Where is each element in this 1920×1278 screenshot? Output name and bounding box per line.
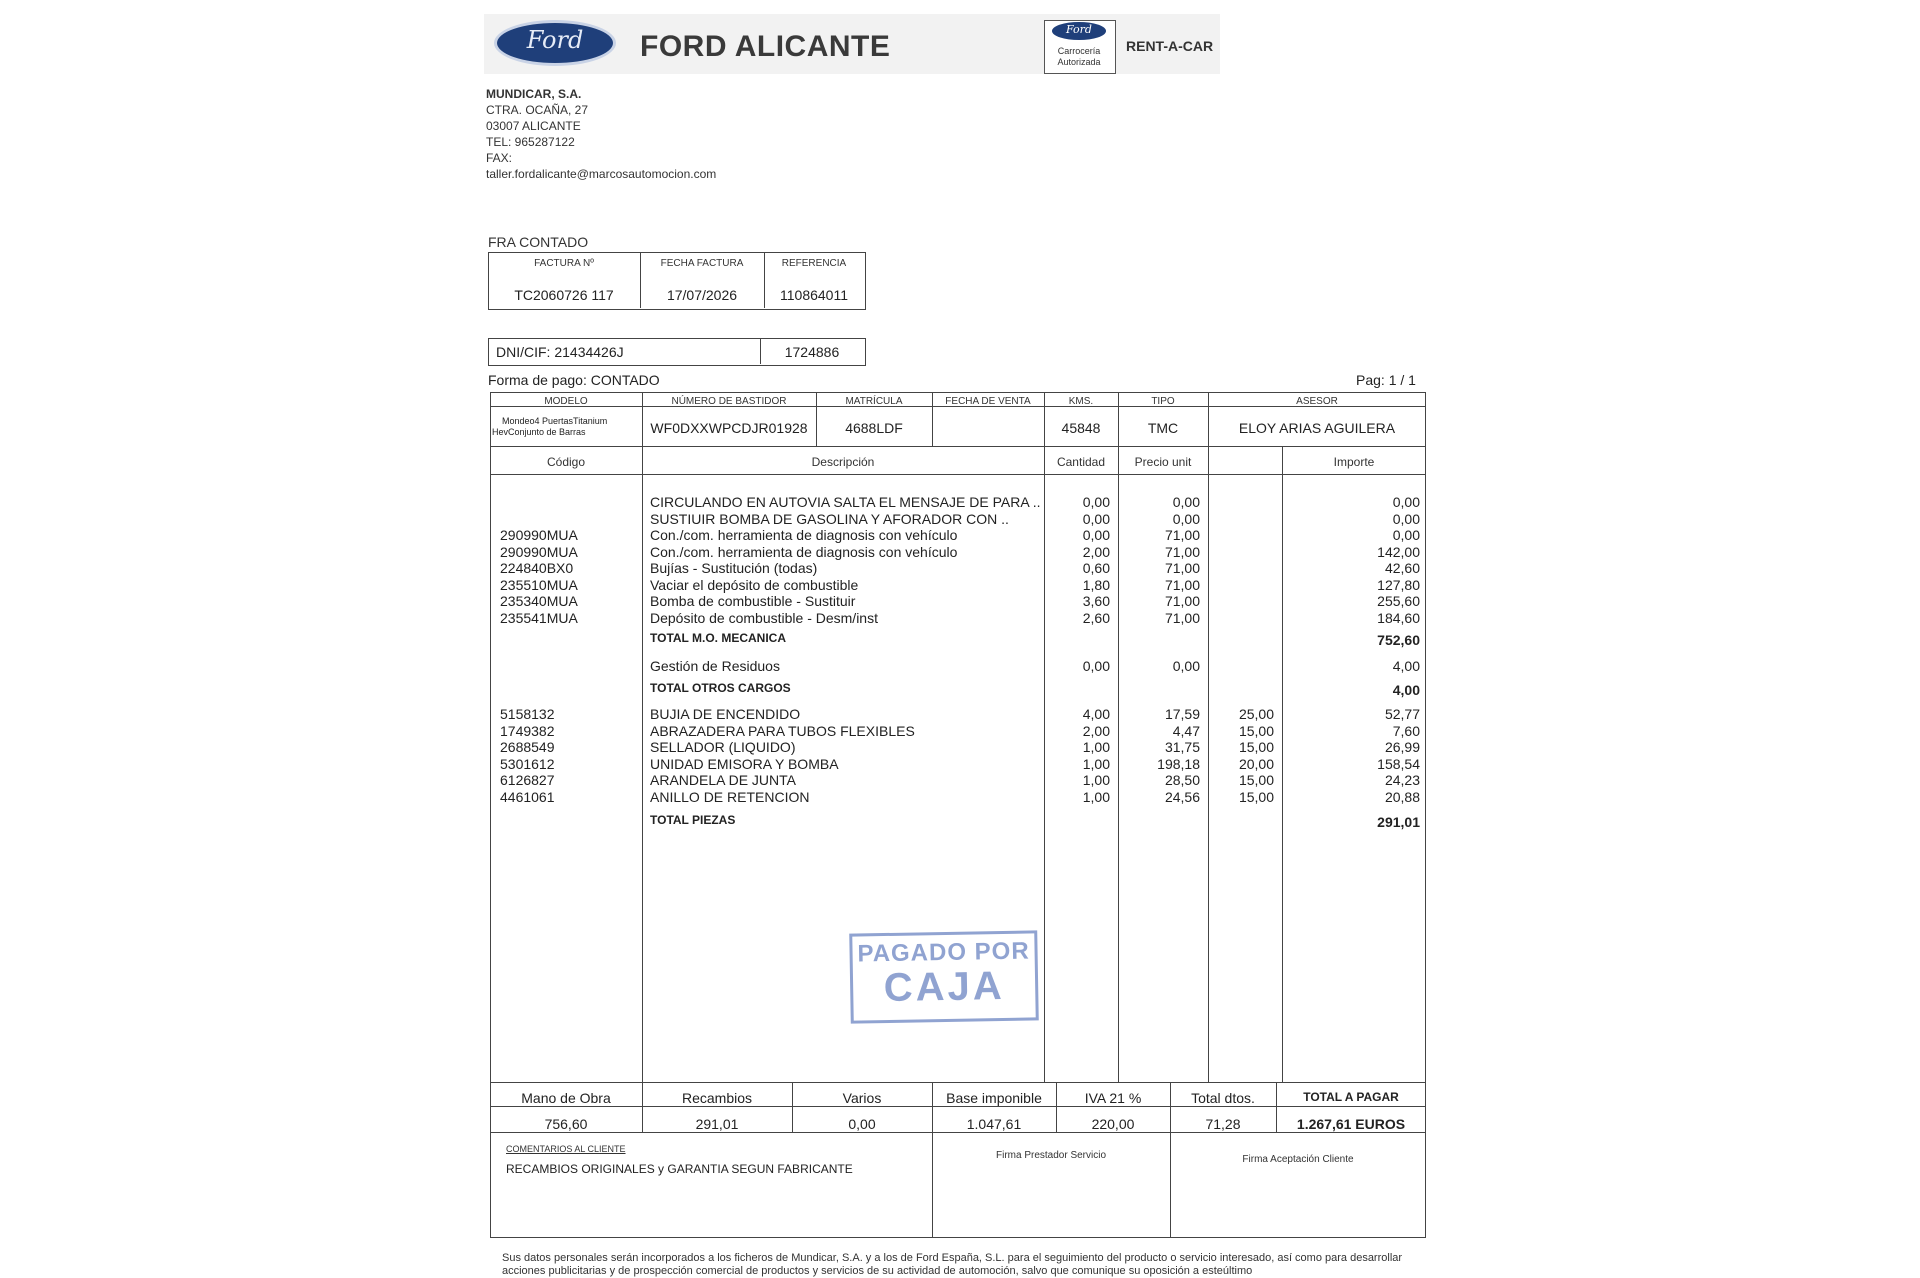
part-code: 2688549 [500,739,555,755]
part-quantity: 1,00 [1082,788,1110,805]
factura-header: FACTURA Nº [534,258,594,269]
part-discount: 20,00 [1238,755,1274,772]
matricula-header: MATRÍCULA [845,396,903,407]
item-amount: 127,80 [1377,576,1420,593]
other-amount: 4,00 [1392,658,1420,674]
part-code: 5301612 [500,755,555,772]
iva-value: 220,00 [1091,1116,1135,1132]
item-code: 224840BX0 [500,560,574,576]
payment-method: Forma de pago: CONTADO [488,372,660,388]
codigo-header: Código [546,455,586,469]
varios-header: Varios [842,1090,882,1106]
part-code: 1749382 [500,722,555,739]
signature-client: Firma Aceptación Cliente [1242,1154,1354,1165]
page-number: Pag: 1 / 1 [1356,372,1416,388]
item-amount: 255,60 [1377,593,1420,609]
stamp-line-1: PAGADO POR [857,937,1030,968]
item-amount: 184,60 [1377,609,1420,626]
dtos-header: Total dtos. [1191,1090,1255,1106]
part-discount: 15,00 [1238,739,1274,755]
modelo-line-1: Mondeo4 PuertasTitanium [502,416,608,426]
matricula-value: 4688LDF [845,420,903,436]
badge-logo-text: Ford [1066,23,1092,36]
descripcion-header: Descripción [811,455,875,469]
other-quantity: 0,00 [1082,658,1110,674]
company-address-2: 03007 ALICANTE [486,119,581,133]
total-value: 1.267,61 EUROS [1296,1116,1406,1132]
part-amount: 158,54 [1377,755,1420,772]
company-name: MUNDICAR, S.A. [486,87,582,101]
bastidor-value: WF0DXXWPCDJR01928 [650,420,808,436]
dtos-value: 71,28 [1205,1116,1241,1132]
other-price: 0,00 [1172,658,1200,674]
item-quantity: 0,00 [1082,494,1110,510]
item-description: CIRCULANDO EN AUTOVIA SALTA EL MENSAJE DE PARA .. [650,494,1041,510]
item-price: 71,00 [1164,560,1200,576]
ford-logo-text: Ford [526,26,584,54]
company-tel: TEL: 965287122 [486,135,575,149]
item-amount: 0,00 [1392,494,1420,510]
item-quantity: 1,80 [1082,576,1110,593]
kms-header: KMS. [1068,396,1094,407]
modelo-line-2: HevConjunto de Barras [492,427,586,437]
part-code: 5158132 [500,706,555,722]
badge-line-1: Carrocería [1057,46,1101,56]
part-amount: 24,23 [1384,772,1420,788]
recambios-header: Recambios [681,1090,753,1106]
mano-obra-value: 756,60 [544,1116,588,1132]
item-quantity: 0,00 [1082,527,1110,543]
item-price: 71,00 [1164,527,1200,543]
item-amount: 0,00 [1392,527,1420,543]
part-price: 28,50 [1164,772,1200,788]
item-description: Con./com. herramienta de diagnosis con vehículo [650,543,958,560]
stamp-line-2: CAJA [883,963,1006,1011]
kms-value: 45848 [1061,420,1101,436]
part-price: 4,47 [1172,722,1200,739]
precio-header: Precio unit [1134,455,1192,469]
part-description: ANILLO DE RETENCION [650,788,810,805]
part-description: BUJIA DE ENCENDIDO [650,706,801,722]
total-otros-value: 4,00 [1392,682,1420,698]
dni-value: DNI/CIF: 21434426J [496,344,624,360]
part-description: UNIDAD EMISORA Y BOMBA [650,755,839,772]
part-price: 31,75 [1164,739,1200,755]
modelo-header: MODELO [544,396,588,407]
part-discount: 15,00 [1238,772,1274,788]
item-price: 0,00 [1172,510,1200,527]
item-quantity: 2,60 [1082,609,1110,626]
bastidor-header: NÚMERO DE BASTIDOR [671,396,787,407]
item-amount: 42,60 [1384,560,1420,576]
referencia-header: REFERENCIA [781,258,847,269]
part-description: SELLADOR (LIQUIDO) [650,739,796,755]
invoice-type: FRA CONTADO [488,234,589,250]
total-piezas-label: TOTAL PIEZAS [650,813,736,827]
paid-stamp [849,930,1039,1023]
factura-number: TC2060726 117 [514,287,614,303]
company-email: taller.fordalicante@marcosautomocion.com [486,167,717,181]
asesor-value: ELOY ARIAS AGUILERA [1238,420,1396,436]
row-line [490,1132,1426,1133]
item-code: 235340MUA [500,593,578,609]
part-amount: 20,88 [1384,788,1420,805]
recambios-value: 291,01 [695,1116,739,1132]
other-description: Gestión de Residuos [650,658,780,674]
item-description: Con./com. herramienta de diagnosis con vehículo [650,527,958,543]
item-quantity: 3,60 [1082,593,1110,609]
factura-date: 17/07/2026 [666,287,738,303]
item-price: 71,00 [1164,609,1200,626]
part-amount: 26,99 [1384,739,1420,755]
total-mo-label: TOTAL M.O. MECANICA [650,631,786,645]
fecha-header: FECHA FACTURA [660,258,744,269]
part-discount: 25,00 [1238,706,1274,722]
item-code: 290990MUA [500,527,578,543]
row-line [490,1082,1426,1083]
total-piezas-value: 291,01 [1377,814,1420,830]
legal-notice: Sus datos personales serán incorporados a los ficheros de Mundicar, S.A. y a los de Ford España, S.L. para el seguimiento del producto o servicio interesado, así como para desarrollar acciones publicitarias y de prospección comercial de productos y servicios de su actividad de automoción, salvo que comunique su oposición a esteúltimo [502,1252,1403,1277]
company-address-1: CTRA. OCAÑA, 27 [486,103,589,117]
part-amount: 52,77 [1384,706,1420,722]
mano-obra-header: Mano de Obra [521,1090,611,1106]
part-quantity: 1,00 [1082,739,1110,755]
comments-label: COMENTARIOS AL CLIENTE [506,1144,626,1154]
signature-provider: Firma Prestador Servicio [995,1150,1107,1161]
item-quantity: 0,60 [1082,560,1110,576]
part-quantity: 1,00 [1082,772,1110,788]
part-quantity: 2,00 [1082,722,1110,739]
iva-header: IVA 21 % [1084,1090,1142,1106]
part-discount: 15,00 [1238,722,1274,739]
total-header: TOTAL A PAGAR [1303,1090,1399,1104]
item-code: 290990MUA [500,543,578,560]
part-discount: 15,00 [1238,788,1274,805]
part-description: ARANDELA DE JUNTA [650,772,796,788]
brand-title: FORD ALICANTE [640,30,891,63]
item-description: Bomba de combustible - Sustituir [650,593,856,609]
referencia-value: 110864011 [780,287,848,303]
tipo-header: TIPO [1151,396,1175,407]
item-price: 0,00 [1172,494,1200,510]
tipo-value: TMC [1147,420,1179,436]
part-code: 6126827 [500,772,555,788]
item-description: Depósito de combustible - Desm/inst [650,609,878,626]
client-number: 1724886 [784,344,840,360]
cantidad-header: Cantidad [1056,455,1106,469]
total-otros-label: TOTAL OTROS CARGOS [650,681,791,695]
part-code: 4461061 [500,788,555,805]
fecha-venta-header: FECHA DE VENTA [945,396,1031,407]
importe-header: Importe [1333,455,1375,469]
rent-a-car-label: RENT-A-CAR [1126,38,1214,54]
varios-value: 0,00 [848,1116,876,1132]
item-price: 71,00 [1164,593,1200,609]
item-quantity: 0,00 [1082,510,1110,527]
part-price: 198,18 [1157,755,1200,772]
item-description: Bujías - Sustitución (todas) [650,560,818,576]
item-code: 235541MUA [500,609,578,626]
part-price: 24,56 [1164,788,1200,805]
item-price: 71,00 [1164,576,1200,593]
item-amount: 142,00 [1377,543,1420,560]
asesor-header: ASESOR [1296,396,1338,407]
item-description: Vaciar el depósito de combustible [650,576,859,593]
part-description: ABRAZADERA PARA TUBOS FLEXIBLES [650,722,915,739]
item-code: 235510MUA [500,576,578,593]
item-quantity: 2,00 [1082,543,1110,560]
part-price: 17,59 [1164,706,1200,722]
base-value: 1.047,61 [966,1116,1022,1132]
row-line [490,1106,1426,1107]
badge-line-2: Autorizada [1057,57,1101,67]
company-fax: FAX: [486,151,513,165]
base-header: Base imponible [946,1090,1042,1106]
item-description: SUSTIUIR BOMBA DE GASOLINA Y AFORADOR CON .. [650,510,1009,527]
part-quantity: 4,00 [1082,706,1110,722]
comments-text: RECAMBIOS ORIGINALES y GARANTIA SEGUN FABRICANTE [506,1162,853,1176]
total-mo-value: 752,60 [1377,632,1420,648]
part-amount: 7,60 [1392,722,1420,739]
item-amount: 0,00 [1392,510,1420,527]
item-price: 71,00 [1164,543,1200,560]
part-quantity: 1,00 [1082,755,1110,772]
